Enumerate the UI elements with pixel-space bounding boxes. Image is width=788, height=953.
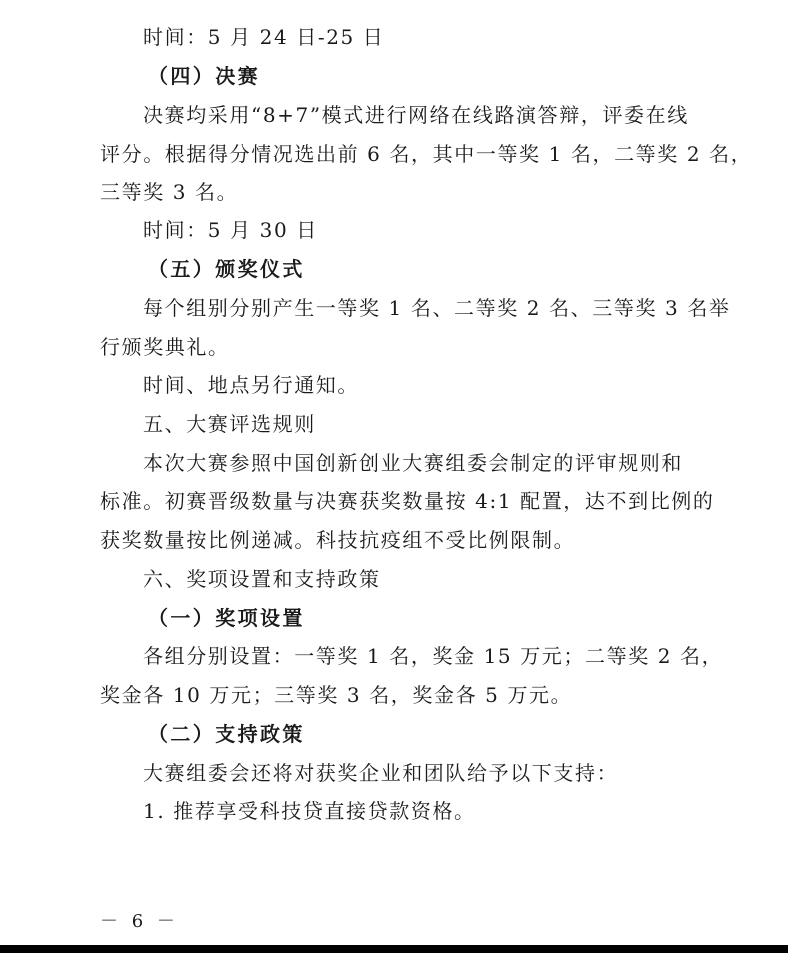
- list-item: 1. 推荐享受科技贷直接贷款资格。: [143, 799, 476, 823]
- page-number: － 6 －: [100, 911, 179, 932]
- paragraph-line: 本次大赛参照中国创新创业大赛组委会制定的评审规则和: [143, 451, 683, 475]
- paragraph-line: 奖金各 10 万元；三等奖 3 名，奖金各 5 万元。: [100, 683, 573, 707]
- time-prelim-line: 时间：5 月 24 日-25 日: [143, 25, 385, 49]
- section-heading-awards: 六、奖项设置和支持政策: [143, 567, 381, 591]
- paragraph-line: 行颁奖典礼。: [100, 335, 230, 359]
- time-final-line: 时间：5 月 30 日: [143, 218, 318, 242]
- paragraph-line: 三等奖 3 名。: [100, 180, 239, 204]
- section-heading-ceremony: （五）颁奖仪式: [148, 257, 305, 281]
- paragraph-line: 每个组别分别产生一等奖 1 名、二等奖 2 名、三等奖 3 名举: [143, 296, 731, 320]
- paragraph-line: 标准。初赛晋级数量与决赛获奖数量按 4:1 配置，达不到比例的: [100, 489, 715, 513]
- paragraph-line: 时间、地点另行通知。: [143, 373, 359, 397]
- section-heading-support: （二）支持政策: [148, 722, 305, 746]
- paragraph-line: 决赛均采用“8+7”模式进行网络在线路演答辩，评委在线: [143, 103, 689, 127]
- paragraph-line: 各组分别设置：一等奖 1 名，奖金 15 万元；二等奖 2 名，: [143, 644, 724, 668]
- paragraph-line: 评分。根据得分情况选出前 6 名，其中一等奖 1 名，二等奖 2 名，: [100, 142, 753, 166]
- section-heading-rules: 五、大赛评选规则: [143, 412, 316, 436]
- section-heading-award-setup: （一）奖项设置: [148, 606, 305, 630]
- paragraph-line: 大赛组委会还将对获奖企业和团队给予以下支持：: [143, 761, 619, 785]
- section-heading-final: （四）决赛: [148, 64, 260, 88]
- paragraph-line: 获奖数量按比例递减。科技抗疫组不受比例限制。: [100, 528, 576, 552]
- bottom-border: [0, 945, 788, 953]
